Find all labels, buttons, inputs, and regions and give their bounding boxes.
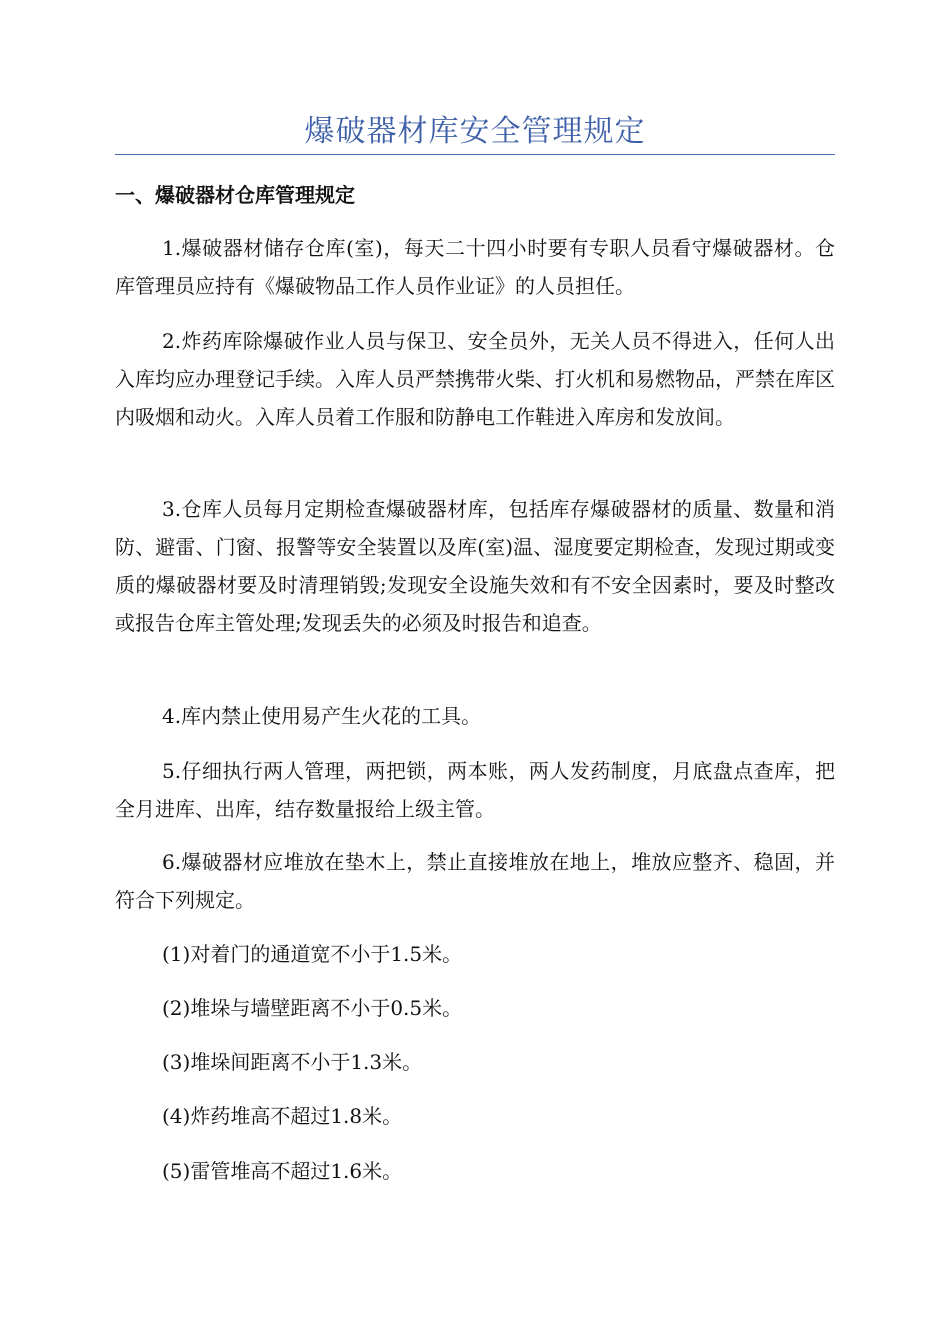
- rule-item-3: (3)堆垛间距离不小于1.3米。: [162, 1050, 423, 1074]
- paragraph-4: 4.库内禁止使用易产生火花的工具。: [162, 704, 482, 728]
- paragraph-5: 5.仔细执行两人管理，两把锁，两本账，两人发药制度，月底盘点查库，把全月进库、出库，结存数量报给上级主管。: [115, 759, 835, 821]
- paragraph-1: 1.爆破器材储存仓库(室)，每天二十四小时要有专职人员看守爆破器材。仓库管理员应持有《爆破物品工作人员作业证》的人员担任。: [115, 236, 835, 298]
- paragraph-3: 3.仓库人员每月定期检查爆破器材库，包括库存爆破器材的质量、数量和消防、避雷、门窗、报警等安全装置以及库(室)温、湿度要定期检查，发现过期或变质的爆破器材要及时清理销毁;发现安全设施失效和有不安全因素时，要及时整改或报告仓库主管处理;发现丢失的必须及时报告和追查。: [115, 497, 835, 635]
- paragraph-6: 6.爆破器材应堆放在垫木上，禁止直接堆放在地上，堆放应整齐、稳固，并符合下列规定。: [115, 850, 835, 912]
- section-heading: 一、爆破器材仓库管理规定: [115, 183, 355, 207]
- rule-item-5: (5)雷管堆高不超过1.6米。: [162, 1159, 403, 1183]
- paragraph-2: 2.炸药库除爆破作业人员与保卫、安全员外，无关人员不得进入，任何人出入库均应办理登记手续。入库人员严禁携带火柴、打火机和易燃物品，严禁在库区内吸烟和动火。入库人员着工作服和防静电工作鞋进入库房和发放间。: [115, 329, 835, 429]
- document-title: 爆破器材库安全管理规定: [304, 114, 646, 149]
- rule-item-2: (2)堆垛与墙壁距离不小于0.5米。: [162, 996, 463, 1020]
- rule-item-4: (4)炸药堆高不超过1.8米。: [162, 1104, 403, 1128]
- rule-item-1: (1)对着门的通道宽不小于1.5米。: [162, 942, 463, 966]
- title-underline-divider: [115, 154, 835, 155]
